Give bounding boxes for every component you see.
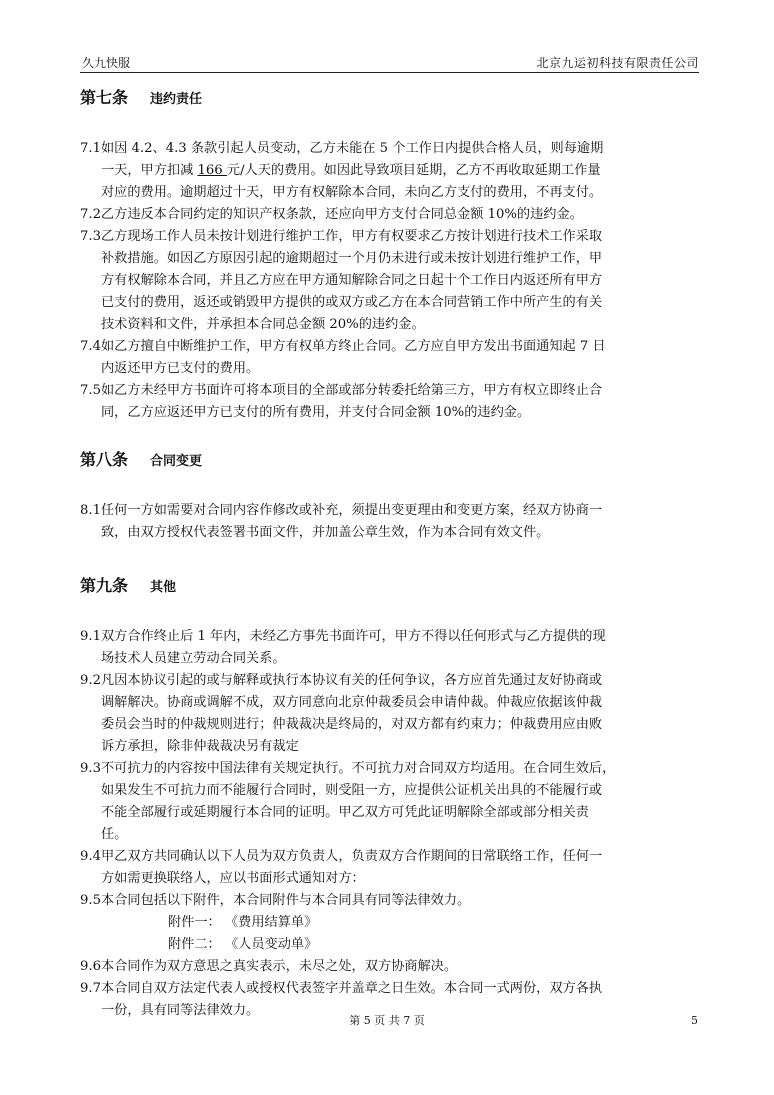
page-number: 5 — [691, 1014, 698, 1027]
clause-text: 一天，甲方扣减 — [101, 163, 198, 178]
clause-line: 9.2凡因本协议引起的或与解释或执行本协议有关的任何争议，各方应首先通过友好协商或 — [80, 673, 603, 688]
section-heading-7 — [80, 88, 202, 110]
clause-line: 9.1双方合作终止后 1 年内，未经乙方事先书面许可，甲方不得以任何形式与乙方提供的现 — [80, 629, 606, 644]
clause-7-5 — [80, 380, 698, 424]
attachment-item-1: 附件一： 《费用结算单》 — [168, 915, 318, 930]
clause-9-5 — [80, 890, 698, 956]
page-header — [80, 54, 699, 73]
clause-line: 补救措施。如因乙方原因引起的逾期超过一个月仍未进行或未按计划进行维护工作，甲 — [101, 251, 603, 266]
clause-text: 元/人天的费用。如因此导致项目延期，乙方不再收取延期工作量 — [226, 163, 601, 178]
page-info: 第 5 页 共 7 页 — [349, 1014, 425, 1027]
section-title: 其他 — [150, 580, 177, 595]
clause-line: 9.5本合同包括以下附件，本合同附件与本合同具有同等法律效力。 — [80, 893, 471, 908]
clause-line: 一份，具有同等法律效力。 — [101, 1003, 260, 1018]
clause-line: 不能全部履行或延期履行本合同的证明。甲乙双方可凭此证明解除全部或部分相关责 — [101, 805, 589, 820]
clause-line: 9.7本合同自双方法定代表人或授权代表签字并盖章之日生效。本合同一式两份，双方各执 — [80, 981, 603, 996]
clause-line: 7.1如因 4.2、4.3 条款引起人员变动，乙方未能在 5 个工作日内提供合格人员，则每逾期 — [80, 141, 604, 156]
clause-9-4 — [80, 846, 698, 890]
clause-line: 已支付的费用，返还或销毁甲方提供的或双方或乙方在本合同营销工作中所产生的有关 — [101, 295, 603, 310]
clause-line: 内返还甲方已支付的费用。 — [101, 361, 260, 376]
underlined-amount: 166 — [197, 163, 227, 178]
clause-line: 如果发生不可抗力而不能履行合同时，则受阻一方，应提供公证机关出具的不能履行或 — [101, 783, 603, 798]
clause-line: 同，乙方应返还甲方已支付的所有费用，并支付合同金额 10%的违约金。 — [101, 405, 531, 420]
clause-line: 9.3不可抗力的内容按中国法律有关规定执行。不可抗力对合同双方均适用。在合同生效后， — [80, 761, 616, 776]
section-number: 第九条 — [80, 576, 129, 595]
clause-line: 方有权解除本合同，并且乙方应在甲方通知解除合同之日起十个工作日内返还所有甲方 — [101, 273, 603, 288]
clause-line: 7.5如乙方未经甲方书面许可将本项目的全部或部分转委托给第三方，甲方有权立即终止合 — [80, 383, 603, 398]
clause-7-3 — [80, 226, 698, 336]
clause-line: 7.4如乙方擅自中断维护工作，甲方有权单方终止合同。乙方应自甲方发出书面通知起 7 日 — [80, 339, 606, 354]
section-heading-8 — [80, 450, 202, 472]
section-number: 第八条 — [80, 450, 129, 469]
clause-line: 场技术人员建立劳动合同关系。 — [101, 651, 286, 666]
header-company-name: 北京九运初科技有限责任公司 — [536, 56, 699, 70]
section-number: 第七条 — [80, 88, 129, 107]
clause-line: 委员会当时的仲裁规则进行；仲裁裁决是终局的，对双方都有约束力；仲裁费用应由败 — [101, 717, 603, 732]
clause-line: 对应的费用。逾期超过十天，甲方有权解除本合同，未向乙方支付的费用，不再支付。 — [101, 185, 603, 200]
clause-line: 方如需更换联络人，应以书面形式通知对方： — [101, 871, 365, 886]
clause-line: 7.3乙方现场工作人员未按计划进行维护工作，甲方有权要求乙方按计划进行技术工作采取 — [80, 229, 603, 244]
clause-line: 8.1任何一方如需要对合同内容作修改或补充，须提出变更理由和变更方案，经双方协商一 — [80, 503, 603, 518]
section-heading-9 — [80, 576, 176, 598]
clause-7-1 — [80, 138, 698, 204]
clause-9-3 — [80, 758, 698, 846]
clause-9-2 — [80, 670, 698, 758]
clause-line: 任。 — [101, 827, 128, 842]
clause-line: 9.6本合同作为双方意思之真实表示，未尽之处，双方协商解决。 — [80, 959, 458, 974]
clause-line: 致，由双方授权代表签署书面文件，并加盖公章生效，作为本合同有效文件。 — [101, 525, 550, 540]
clause-line: 诉方承担，除非仲裁裁决另有裁定 — [101, 739, 299, 754]
attachment-item-2: 附件二： 《人员变动单》 — [168, 937, 318, 952]
clause-line: 调解解决。协商或调解不成，双方同意向北京仲裁委员会申请仲裁。仲裁应依据该仲裁 — [101, 695, 603, 710]
section-title: 合同变更 — [150, 454, 203, 469]
header-left-text: 久九快服 — [82, 56, 131, 70]
clause-line: 技术资料和文件，并承担本合同总金额 20%的违约金。 — [101, 317, 425, 332]
section-title: 违约责任 — [150, 92, 203, 107]
clause-7-4 — [80, 336, 698, 380]
clause-7-2 — [80, 204, 698, 226]
clause-8-1 — [80, 500, 698, 544]
clause-line: 9.4甲乙双方共同确认以下人员为双方负责人，负责双方合作期间的日常联络工作，任何一 — [80, 849, 603, 864]
clause-9-6 — [80, 956, 698, 978]
clause-9-1 — [80, 626, 698, 670]
clause-line — [80, 160, 698, 182]
clause-line: 7.2乙方违反本合同约定的知识产权条款，还应向甲方支付合同总金额 10%的违约金。 — [80, 207, 583, 222]
